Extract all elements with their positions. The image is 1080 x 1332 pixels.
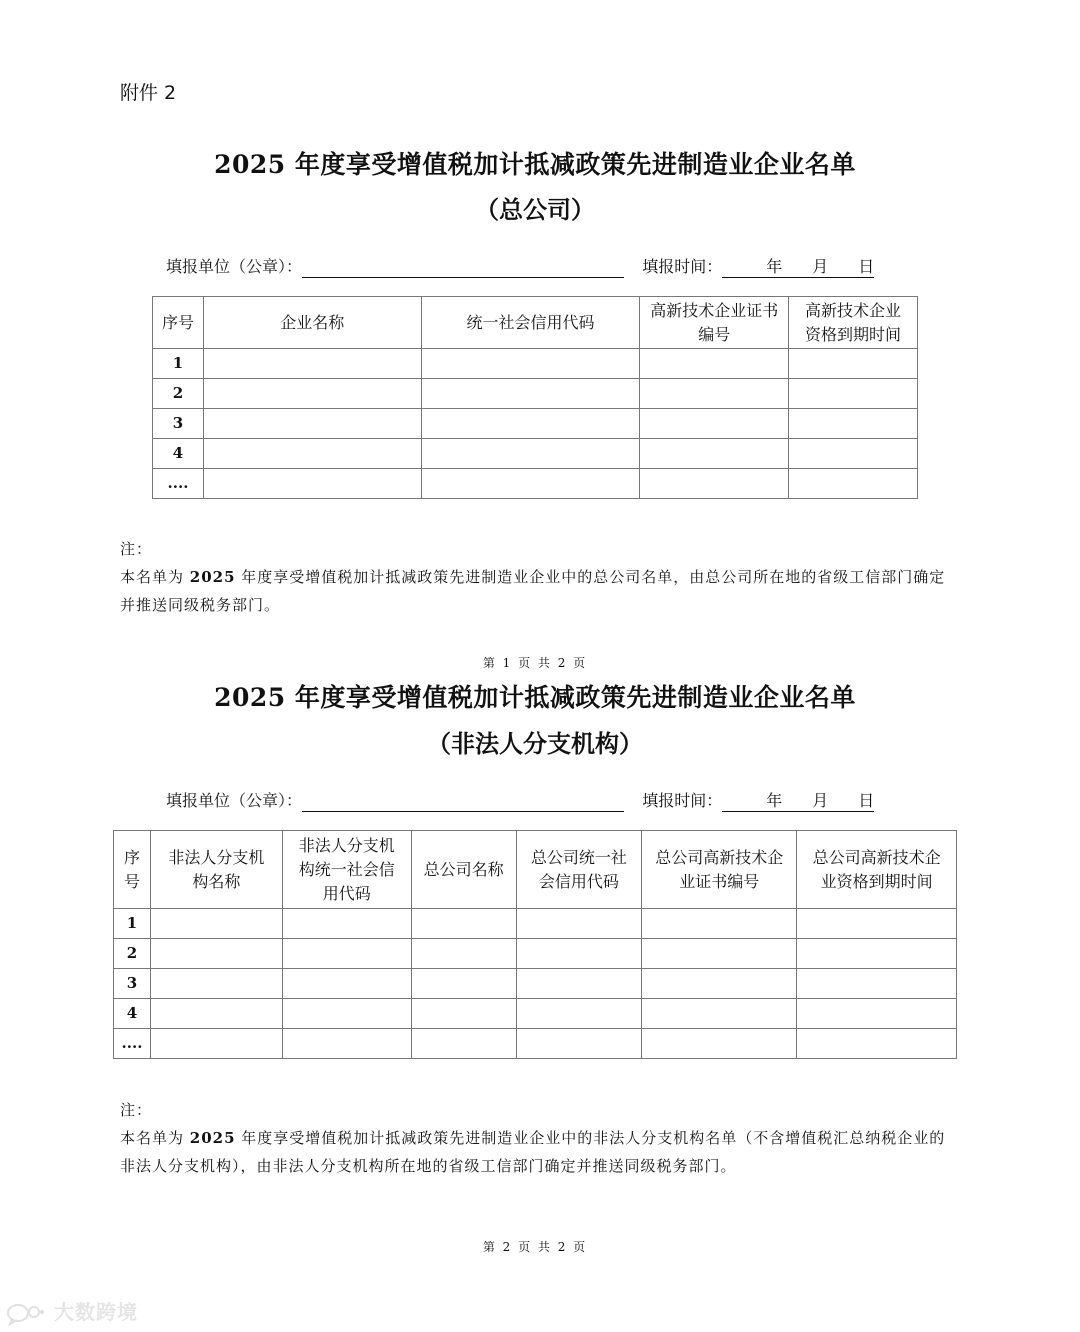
header-cell: 高新技术企业证书编号 [640, 297, 789, 349]
table-cell[interactable] [640, 349, 789, 379]
table-cell[interactable] [150, 969, 282, 999]
table-cell[interactable] [640, 439, 789, 469]
table-cell[interactable] [789, 379, 918, 409]
table-cell[interactable] [150, 999, 282, 1029]
table-cell[interactable] [282, 969, 411, 999]
table-cell[interactable] [203, 379, 421, 409]
table-cell[interactable] [203, 349, 421, 379]
table-cell[interactable] [203, 439, 421, 469]
note-label: 注： [120, 540, 153, 558]
fill-unit-line[interactable] [302, 259, 624, 278]
table-header-row [114, 831, 957, 909]
row-number: .... [153, 469, 204, 499]
section1-title: 2025 年度享受增值税加计抵减政策先进制造业企业名单 [214, 150, 856, 179]
table-cell[interactable] [282, 1029, 411, 1059]
fill-unit-line[interactable] [302, 793, 624, 812]
section1-fill-row [166, 254, 874, 278]
row-number: 1 [114, 909, 151, 939]
table-cell[interactable] [789, 469, 918, 499]
table-cell[interactable] [642, 1029, 797, 1059]
table-cell[interactable] [642, 969, 797, 999]
section2-fill-row [166, 788, 874, 812]
attachment-label: 附件 2 [120, 82, 177, 104]
table-cell[interactable] [642, 909, 797, 939]
table-cell[interactable] [150, 909, 282, 939]
month-label: 月 [812, 257, 829, 276]
table-cell[interactable] [282, 909, 411, 939]
note-label: 注： [120, 1101, 153, 1119]
table-row [153, 379, 918, 409]
row-number: 3 [153, 409, 204, 439]
header-cell: 序号 [114, 831, 151, 909]
table-cell[interactable] [640, 379, 789, 409]
row-number: 1 [153, 349, 204, 379]
fill-time-line[interactable] [722, 254, 874, 278]
watermark [6, 1296, 138, 1326]
table-row [153, 349, 918, 379]
header-cell: 高新技术企业资格到期时间 [789, 297, 918, 349]
table-row [114, 999, 957, 1029]
table-cell[interactable] [516, 1029, 642, 1059]
table-cell[interactable] [516, 999, 642, 1029]
table-cell[interactable] [797, 1029, 957, 1059]
header-cell: 总公司统一社会信用代码 [516, 831, 642, 909]
table-cell[interactable] [203, 469, 421, 499]
header-cell: 序号 [153, 297, 204, 349]
table-cell[interactable] [411, 909, 516, 939]
year-label: 年 [766, 257, 783, 276]
day-label: 日 [858, 257, 875, 276]
row-number: .... [114, 1029, 151, 1059]
row-number: 3 [114, 969, 151, 999]
page-number-1: 第 1 页 共 2 页 [482, 656, 588, 670]
table-row [114, 909, 957, 939]
section2-table [113, 830, 957, 1059]
table-cell[interactable] [411, 969, 516, 999]
header-cell: 企业名称 [203, 297, 421, 349]
table-cell[interactable] [789, 409, 918, 439]
table-cell[interactable] [516, 969, 642, 999]
table-cell[interactable] [150, 1029, 282, 1059]
header-cell: 总公司名称 [411, 831, 516, 909]
row-number: 2 [153, 379, 204, 409]
table-row [153, 409, 918, 439]
table-cell[interactable] [642, 939, 797, 969]
header-cell: 非法人分支机构统一社会信用代码 [282, 831, 411, 909]
header-cell: 统一社会信用代码 [421, 297, 640, 349]
table-cell[interactable] [421, 379, 640, 409]
header-cell: 总公司高新技术企业资格到期时间 [797, 831, 957, 909]
section1-subtitle: （总公司） [475, 195, 595, 224]
row-number: 4 [153, 439, 204, 469]
table-cell[interactable] [421, 349, 640, 379]
table-cell[interactable] [789, 439, 918, 469]
table-cell[interactable] [203, 409, 421, 439]
watermark-text: 大数跨境 [53, 1300, 138, 1324]
note-text: 本名单为 2025 年度享受增值税加计抵减政策先进制造业企业中的总公司名单，由总公司所在地的省级工信部门确定并推送同级税务部门。 [120, 568, 946, 614]
table-cell[interactable] [150, 939, 282, 969]
table-cell[interactable] [282, 939, 411, 969]
table-cell[interactable] [797, 969, 957, 999]
table-header-row [153, 297, 918, 349]
fill-time-label: 填报时间： [642, 791, 723, 810]
row-number: 2 [114, 939, 151, 969]
fill-unit-label: 填报单位（公章）： [166, 257, 303, 276]
page-number-2: 第 2 页 共 2 页 [482, 1240, 588, 1254]
table-row [114, 939, 957, 969]
table-row [114, 969, 957, 999]
table-cell[interactable] [640, 409, 789, 439]
year-label: 年 [766, 791, 783, 810]
section2-title: 2025 年度享受增值税加计抵减政策先进制造业企业名单 [214, 683, 856, 712]
table-cell[interactable] [516, 909, 642, 939]
fill-unit-label: 填报单位（公章）： [166, 791, 303, 810]
section2-subtitle: （非法人分支机构） [427, 729, 643, 758]
table-cell[interactable] [640, 469, 789, 499]
fill-time-label: 填报时间： [642, 257, 723, 276]
table-cell[interactable] [282, 999, 411, 1029]
row-number: 4 [114, 999, 151, 1029]
table-cell[interactable] [421, 409, 640, 439]
header-cell: 非法人分支机构名称 [150, 831, 282, 909]
table-cell[interactable] [411, 939, 516, 969]
table-row [153, 469, 918, 499]
section1-note [120, 535, 960, 619]
table-row [153, 439, 918, 469]
table-cell[interactable] [516, 939, 642, 969]
table-cell[interactable] [421, 439, 640, 469]
fill-time-line[interactable] [722, 788, 874, 812]
month-label: 月 [812, 791, 829, 810]
table-cell[interactable] [411, 999, 516, 1029]
table-cell[interactable] [642, 999, 797, 1029]
table-cell[interactable] [797, 939, 957, 969]
table-cell[interactable] [797, 909, 957, 939]
table-row [114, 1029, 957, 1059]
table-cell[interactable] [797, 999, 957, 1029]
section1-table [152, 296, 918, 499]
day-label: 日 [858, 791, 875, 810]
note-text: 本名单为 2025 年度享受增值税加计抵减政策先进制造业企业中的非法人分支机构名单（不含增值税汇总纳税企业的非法人分支机构），由非法人分支机构所在地的省级工信部门确定并推送同级税务部门。 [120, 1129, 946, 1175]
table-cell[interactable] [789, 349, 918, 379]
table-cell[interactable] [411, 1029, 516, 1059]
header-cell: 总公司高新技术企业证书编号 [642, 831, 797, 909]
speech-bubble-logo-icon [6, 1302, 46, 1326]
section2-note [120, 1096, 960, 1180]
table-cell[interactable] [421, 469, 640, 499]
